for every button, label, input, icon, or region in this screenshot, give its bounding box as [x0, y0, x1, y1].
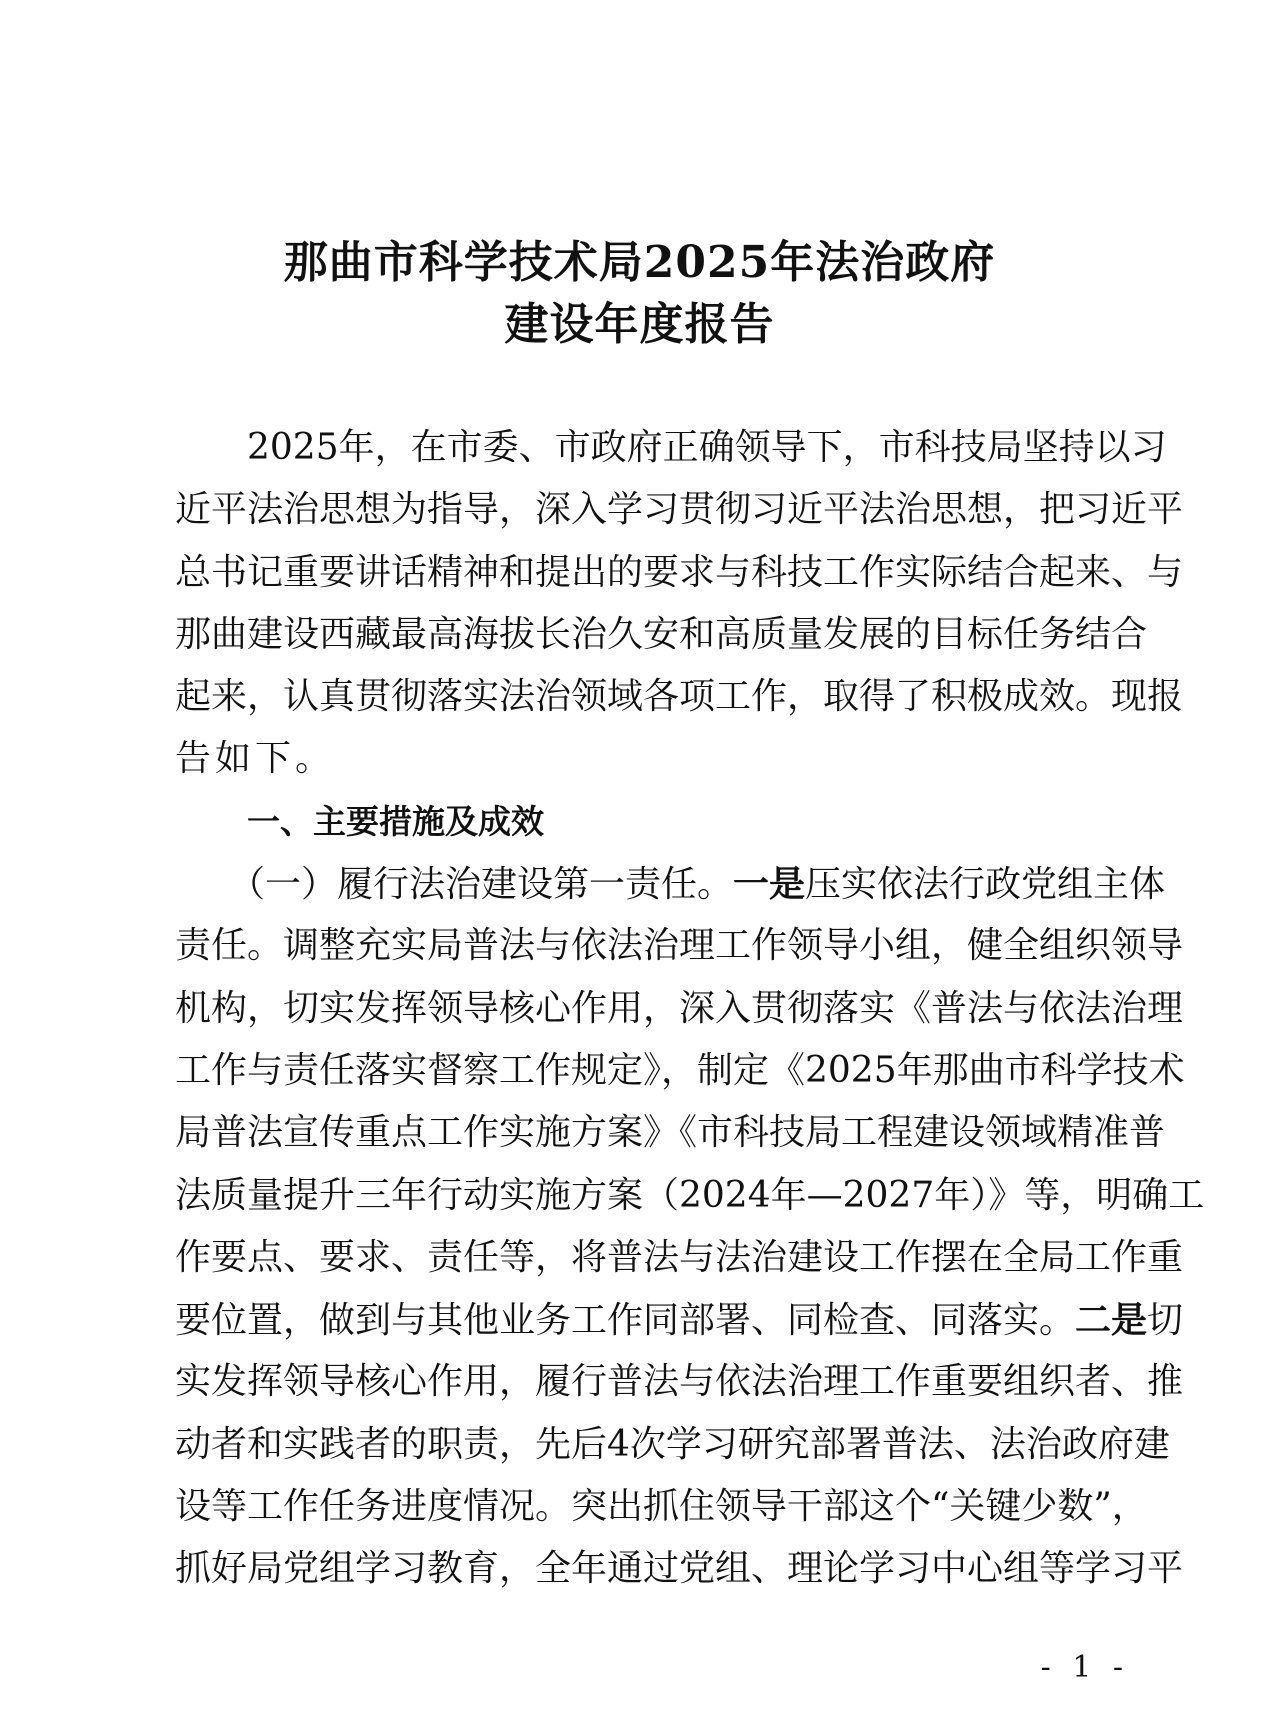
text-segment: 总书记重要讲话精神和提出的要求与科技工作实际结合起来、与 [175, 551, 1184, 593]
text-line [175, 1165, 1205, 1227]
text-segment: 设等工作任务进度情况。突出抓住领导干部这个“关键少数”， [175, 1486, 1148, 1528]
bold-lead-text: 二是 [1075, 1299, 1148, 1342]
page-number: - 1 - [1040, 1650, 1129, 1685]
text-segment: 局普法宣传重点工作实施方案》《市科技局工程建设领域精准普 [175, 1112, 1166, 1154]
document-body [175, 417, 1205, 1601]
text-segment: 作要点、要求、责任等，将普法与法治建设工作摆在全局工作重 [175, 1236, 1184, 1278]
text-segment: 起来，认真贯彻落实法治领域各项工作，取得了积极成效。现报 [175, 676, 1184, 718]
text-line [175, 604, 1148, 666]
text-segment: 法质量提升三年行动实施方案（2024年—2027年）》等，明确工 [175, 1174, 1205, 1216]
text-line [175, 728, 1122, 790]
text-segment: 机构，切实发挥领导核心作用，深入贯彻落实《普法与依法治理 [175, 987, 1184, 1029]
text-line [175, 1351, 1184, 1413]
text-segment: 那曲建设西藏最高海拔长治久安和高质量发展的目标任务结合 [175, 613, 1148, 655]
text-line [175, 542, 1184, 604]
text-line [175, 978, 1184, 1040]
text-segment: 工作与责任落实督察工作规定》，制定《2025年那曲市科学技术 [175, 1049, 1185, 1091]
subsection-heading: （一）履行法治建设第一责任。 [229, 864, 734, 906]
text-line [175, 417, 1167, 479]
text-segment: 切 [1147, 1300, 1184, 1342]
bold-lead-text: 一是 [733, 863, 806, 906]
text-segment: 近平法治思想为指导，深入学习贯彻习近平法治思想，把习近平 [175, 489, 1184, 531]
text-segment: 责任。调整充实局普法与依法治理工作领导小组，健全组织领导 [175, 925, 1184, 967]
text-line [175, 1538, 1184, 1600]
text-line [175, 1102, 1166, 1164]
text-line [175, 1476, 1148, 1538]
document-title-line-1: 那曲市科学技术局2025年法治政府 [283, 237, 996, 288]
text-line [175, 666, 1184, 728]
text-line [175, 479, 1184, 541]
document-title-line-2: 建设年度报告 [504, 299, 775, 350]
text-line [175, 1040, 1185, 1102]
text-segment: 实发挥领导核心作用，履行普法与依法治理工作重要组织者、推 [175, 1361, 1184, 1403]
text-segment: 告如下。 [175, 738, 336, 780]
section-heading [175, 791, 1122, 853]
text-segment: 抓好局党组学习教育，全年通过党组、理论学习中心组等学习平 [175, 1548, 1184, 1590]
text-line [175, 1414, 1170, 1476]
text-segment: 一、主要措施及成效 [247, 801, 544, 841]
text-line [175, 1289, 1184, 1351]
text-segment: 动者和实践者的职责，先后4次学习研究部署普法、法治政府建 [175, 1423, 1170, 1465]
text-segment: 压实依法行政党组主体 [805, 864, 1166, 906]
text-line [175, 853, 1166, 915]
text-segment: 要位置，做到与其他业务工作同部署、同检查、同落实。 [175, 1300, 1076, 1342]
text-line [175, 1227, 1184, 1289]
text-line [175, 915, 1184, 977]
text-segment: 2025年，在市委、市政府正确领导下，市科技局坚持以习 [247, 427, 1167, 468]
